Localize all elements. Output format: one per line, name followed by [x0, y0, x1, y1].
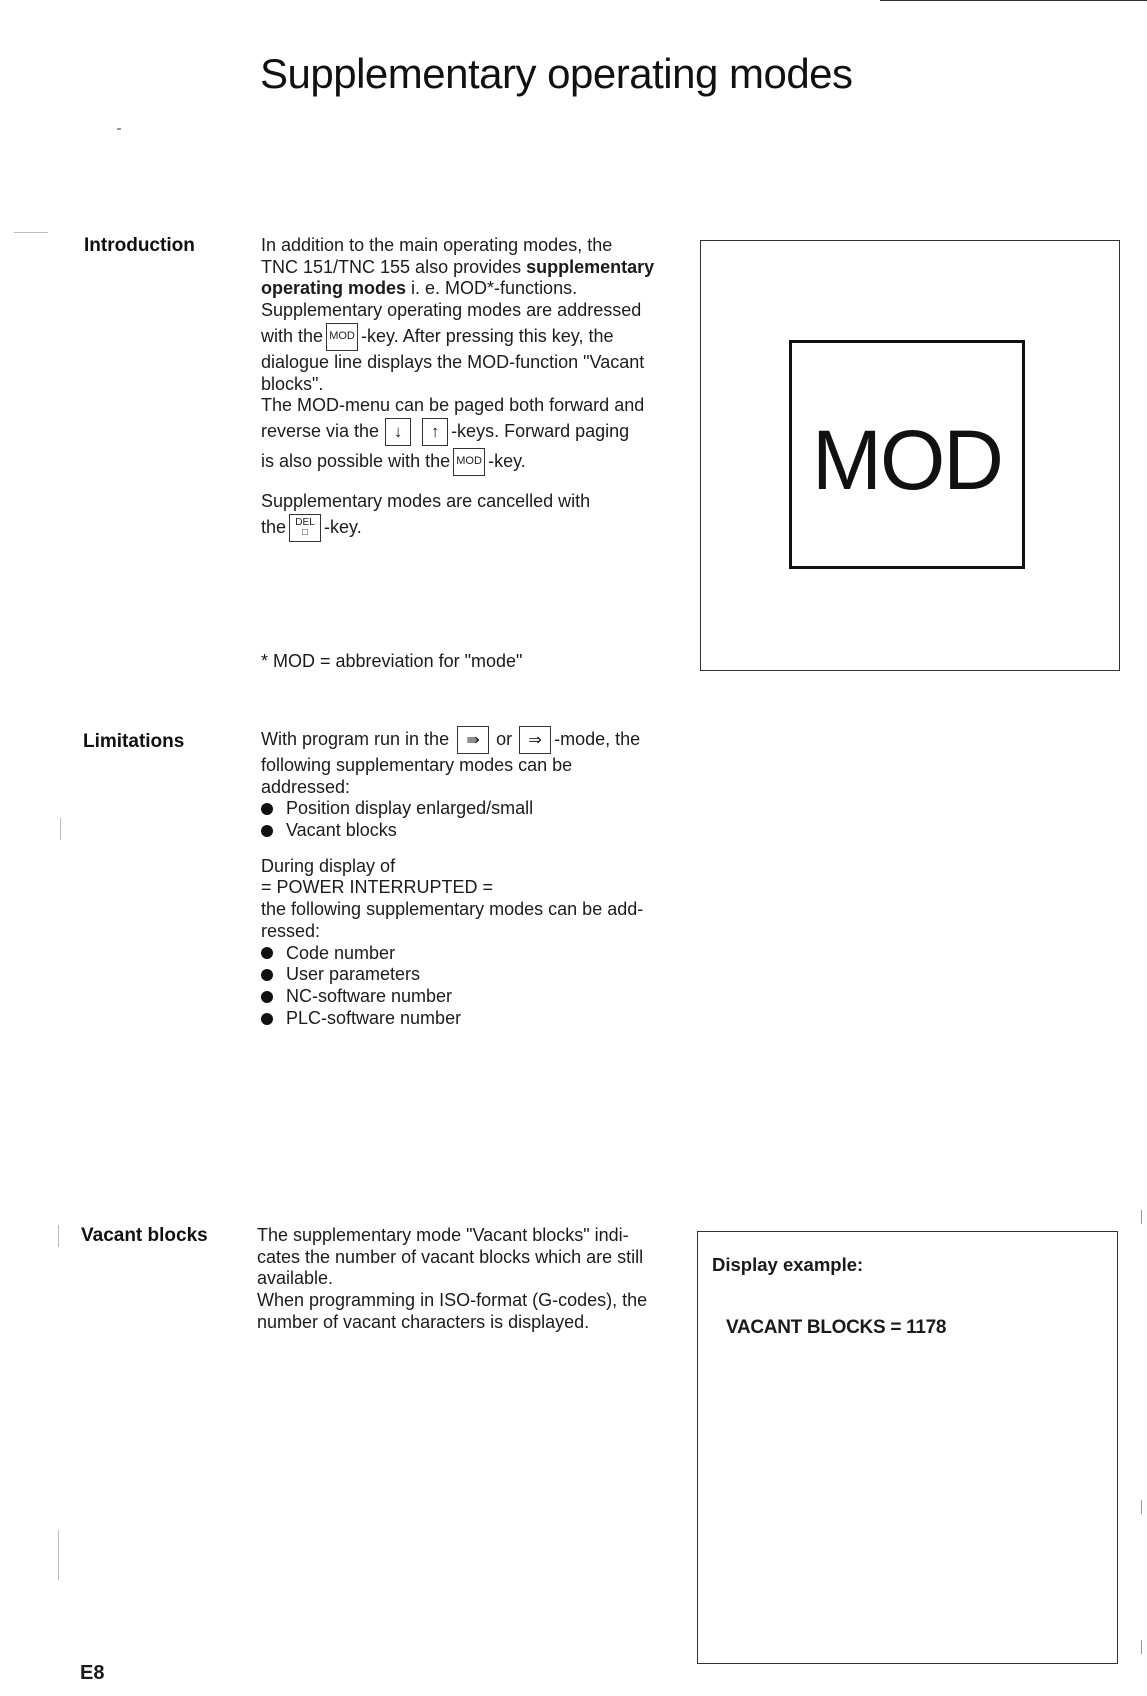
bullet-icon — [261, 969, 273, 981]
vacant-line: The supplementary mode "Vacant blocks" indi- — [257, 1225, 629, 1245]
scan-speck — [14, 232, 48, 233]
intro-line: The MOD-menu can be paged both forward and — [261, 395, 645, 416]
list-item-label: Position display enlarged/small — [286, 798, 534, 819]
list-item — [261, 798, 681, 820]
display-example-value: VACANT BLOCKS = 1178 — [726, 1317, 947, 1338]
limitations-text-span: With program run in the — [261, 729, 450, 750]
list-item-label: User parameters — [286, 964, 421, 985]
program-run-single-block-icon: ⇛ — [457, 726, 489, 754]
list-item — [261, 943, 681, 965]
del-key-icon — [289, 514, 321, 542]
introduction-label: Introduction — [84, 235, 195, 256]
top-rule — [880, 0, 1147, 1]
list-item — [261, 1008, 681, 1030]
scan-speck — [1141, 1210, 1142, 1224]
vacant-blocks-label: Vacant blocks — [81, 1225, 208, 1246]
intro-line — [261, 278, 681, 300]
mod-key-figure — [789, 340, 1025, 569]
limitations-text — [261, 725, 681, 1029]
limitations-line — [261, 725, 681, 755]
vacant-line: When programming in ISO-format (G-codes), the — [257, 1290, 648, 1311]
intro-line: dialogue line displays the MOD-function "Vacant — [261, 351, 645, 372]
bullet-icon — [261, 1013, 273, 1025]
mod-footnote: * MOD = abbreviation for "mode" — [261, 651, 523, 671]
intro-text: -key. — [324, 516, 362, 537]
intro-text: is also possible with the — [261, 451, 451, 472]
intro-text: reverse via the — [261, 421, 380, 442]
limitations-line: ressed: — [261, 920, 321, 941]
limitations-line: = POWER INTERRUPTED = — [261, 877, 494, 898]
limitations-text-span: or — [496, 729, 513, 750]
page-number: E8 — [80, 1662, 105, 1684]
bullet-icon — [261, 825, 273, 837]
intro-text: the — [261, 516, 287, 537]
del-key-top: DEL — [295, 516, 315, 528]
intro-line — [261, 322, 681, 352]
display-example-frame — [697, 1231, 1118, 1664]
limitations-line: addressed: — [261, 776, 351, 797]
introduction-text — [261, 235, 681, 543]
list-item — [261, 820, 681, 842]
scan-speck — [1141, 1640, 1142, 1654]
list-item — [261, 986, 681, 1008]
bullet-icon — [261, 991, 273, 1003]
intro-line: Supplementary modes are cancelled with — [261, 490, 591, 511]
intro-text: -key. — [488, 451, 526, 472]
intro-text: TNC 151/TNC 155 also provides — [261, 256, 527, 277]
intro-line: blocks". — [261, 373, 324, 394]
mod-key-icon: MOD — [326, 323, 358, 351]
limitations-label: Limitations — [83, 731, 185, 752]
scan-speck — [117, 128, 121, 130]
intro-line — [261, 257, 681, 279]
program-run-full-sequence-icon: ⇒ — [519, 726, 551, 754]
intro-line — [261, 417, 681, 447]
intro-text: i. e. MOD*-functions. — [406, 278, 578, 299]
intro-bold-text: operating modes — [261, 278, 407, 299]
intro-line: In addition to the main operating modes, the — [261, 235, 613, 255]
limitations-text-span: -mode, the — [554, 729, 641, 750]
bullet-icon — [261, 947, 273, 959]
limitations-line: During display of — [261, 855, 396, 876]
power-interrupted-modes-list — [261, 943, 681, 1030]
intro-text: with the — [261, 325, 324, 346]
mod-key-label: MOD — [812, 413, 1002, 507]
list-item-label: PLC-software number — [286, 1007, 462, 1028]
intro-line — [261, 447, 681, 477]
arrow-down-key-icon: ↓ — [385, 418, 411, 446]
scan-speck — [58, 1225, 59, 1247]
list-item-label: NC-software number — [286, 985, 453, 1006]
scan-speck — [1141, 1500, 1142, 1514]
list-item-label: Vacant blocks — [286, 820, 397, 841]
scan-speck — [60, 818, 61, 840]
intro-line: Supplementary operating modes are addressed — [261, 300, 642, 321]
vacant-line: cates the number of vacant blocks which are still — [257, 1246, 644, 1267]
intro-line — [261, 513, 681, 543]
intro-bold-text: supplementary — [526, 256, 655, 277]
page-title: Supplementary operating modes — [260, 50, 853, 97]
vacant-blocks-text — [257, 1225, 677, 1334]
supplementary-modes-list — [261, 798, 681, 841]
intro-text: -keys. Forward paging — [451, 421, 630, 442]
del-key-bottom: □ — [302, 526, 309, 538]
mod-key-icon: MOD — [453, 448, 485, 476]
limitations-line: following supplementary modes can be — [261, 755, 573, 775]
intro-text: -key. After pressing this key, the — [361, 325, 614, 346]
list-item-label: Code number — [286, 942, 396, 963]
bullet-icon — [261, 803, 273, 815]
arrow-up-key-icon: ↑ — [422, 418, 448, 446]
scan-speck — [58, 1530, 59, 1580]
vacant-line: available. — [257, 1268, 334, 1289]
limitations-line: the following supplementary modes can be add- — [261, 899, 644, 920]
vacant-line: number of vacant characters is displayed. — [257, 1311, 590, 1332]
list-item — [261, 964, 681, 986]
display-example-label: Display example: — [712, 1254, 864, 1275]
